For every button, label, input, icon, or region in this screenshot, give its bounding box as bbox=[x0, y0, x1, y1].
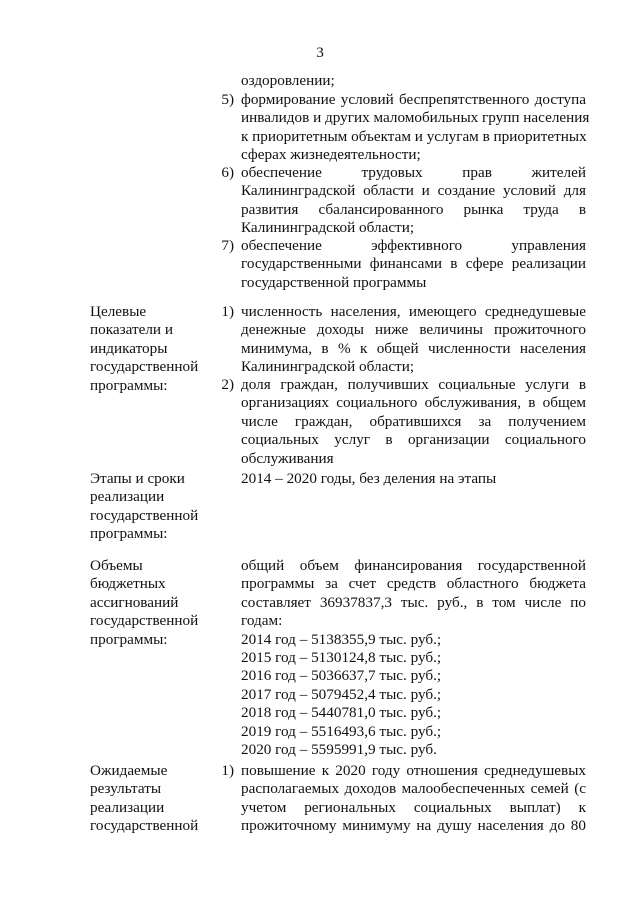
list-number: 5) bbox=[221, 91, 234, 108]
intro-continuation: оздоровлении; bbox=[241, 72, 335, 89]
stages-text: 2014 – 2020 годы, без деления на этапы bbox=[241, 470, 497, 487]
result-item-1: повышение к 2020 году отношения среднедушевых располагаемых доходов малообеспеченных семей (с учетом региональных социальных выплат) к прожиточному минимуму на душу населения до 80 bbox=[241, 762, 586, 835]
list-number: 1) bbox=[221, 762, 234, 779]
funding-year-row: 2018 год – 5440781,0 тыс. руб.; bbox=[241, 704, 442, 722]
funding-year-row: 2020 год – 5595991,9 тыс. руб. bbox=[241, 740, 437, 758]
list-number: 2) bbox=[221, 376, 234, 393]
target-item-2: доля граждан, получивших социальные услуги в организациях социального обслуживания, в общем числе граждан, обратившихся за получением социальных услуг в организации социального обслуживания bbox=[241, 376, 586, 467]
goal-item-5: формирование условий беспрепятственного доступа инвалидов и других маломобильных групп населения к приоритетным объектам и услугам в приоритетных сферах жизнедеятельности; bbox=[241, 91, 590, 164]
list-number: 7) bbox=[221, 237, 234, 254]
funding-year-row: 2019 год – 5516493,6 тыс. руб.; bbox=[241, 722, 442, 740]
target-item-1: численность населения, имеющего среднедушевые денежные доходы ниже величины прожиточного минимума, в % к общей численности населения Калининградской области; bbox=[241, 303, 586, 376]
funding-year-row: 2017 год – 5079452,4 тыс. руб.; bbox=[241, 685, 442, 703]
targets-label: Целевые показатели и индикаторы государственной программы: bbox=[90, 303, 199, 394]
results-label: Ожидаемые результаты реализации государственной bbox=[90, 762, 199, 835]
list-number: 1) bbox=[221, 303, 234, 320]
goal-item-6: обеспечение трудовых прав жителей Калининградской области и создание условий для развития сбалансированного рынка труда в Калининградской области; bbox=[241, 164, 586, 237]
funding-year-row: 2014 год – 5138355,9 тыс. руб.; bbox=[241, 630, 442, 648]
page-number: 3 bbox=[316, 44, 324, 61]
funding-label: Объемы бюджетных ассигнований государственной программы: bbox=[90, 557, 199, 648]
funding-year-row: 2015 год – 5130124,8 тыс. руб.; bbox=[241, 648, 442, 666]
funding-year-row: 2016 год – 5036637,7 тыс. руб.; bbox=[241, 667, 442, 685]
stages-label: Этапы и сроки реализации государственной программы: bbox=[90, 470, 199, 543]
funding-text: общий объем финансирования государственной программы за счет средств областного бюджета составляет 36937837,3 тыс. руб., в том числе по годам: 2014 год – 5138355,9 тыс. руб.; 2015 год – 5130124,8 тыс. руб.; 2016 год – 5036637,7 тыс. руб.; 2017 год – 5079452,4 тыс. руб.; 2018 год – 5440781,0 тыс. руб.; 2019 год – 5516493,6 тыс. руб.; 2020 год – 5595991,9 тыс. руб. bbox=[241, 557, 586, 758]
list-number: 6) bbox=[221, 164, 234, 181]
goal-item-7: обеспечение эффективного управления государственными финансами в сфере реализации государственной программы bbox=[241, 237, 586, 291]
